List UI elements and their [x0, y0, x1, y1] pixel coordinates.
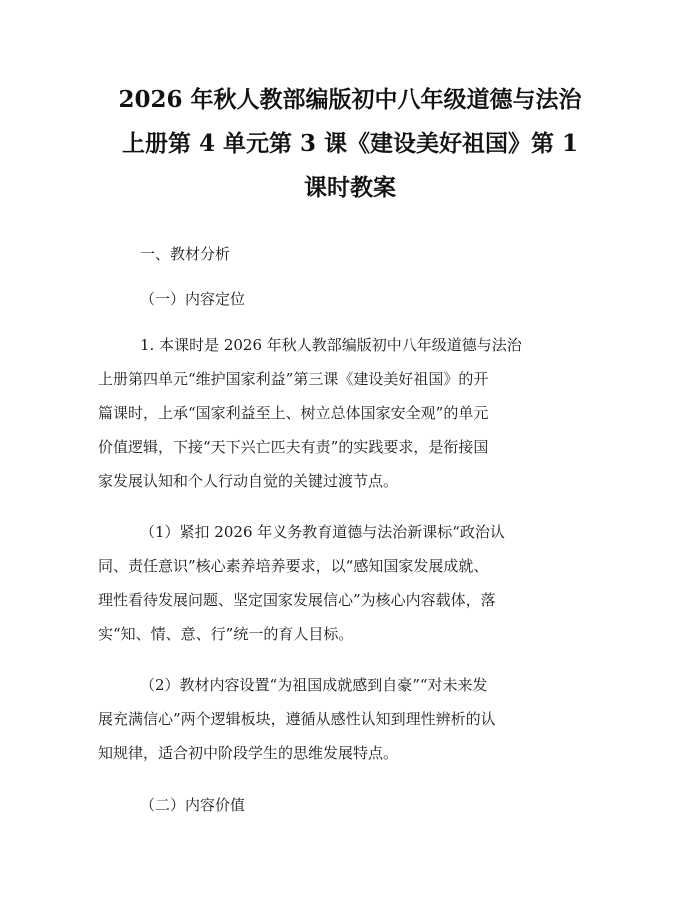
title-line: 上册第 4 单元第 3 课《建设美好祖国》第 1 [121, 130, 579, 157]
paragraph-line: （1）紧扣 2026 年义务教育道德与法治新课标“政治认 [140, 523, 505, 541]
paragraph-line: 上册第四单元“维护国家利益”第三课《建设美好祖国》的开 [98, 370, 489, 388]
subsection-heading-content-value: （二）内容价值 [140, 796, 246, 814]
title-line: 2026 年秋人教部编版初中八年级道德与法治 [118, 86, 582, 113]
paragraph-curriculum-standard [98, 515, 603, 651]
section-heading-textbook-analysis: 一、教材分析 [140, 245, 231, 263]
subsection-heading-content-positioning: （一）内容定位 [140, 290, 246, 308]
paragraph-line: 1. 本课时是 2026 年秋人教部编版初中八年级道德与法治 [140, 336, 522, 354]
paragraph-line: 展充满信心”两个逻辑板块，遵循从感性认知到理性辨析的认 [98, 710, 496, 728]
paragraph-line: 家发展认知和个人行动自觉的关键过渡节点。 [98, 472, 399, 490]
title-line: 课时教案 [304, 174, 396, 201]
paragraph-line: （2）教材内容设置“为祖国成就感到自豪”“对未来发 [140, 676, 488, 694]
paragraph-lesson-position [98, 328, 603, 498]
paragraph-line: 理性看待发展问题、坚定国家发展信心”为核心内容载体，落 [98, 591, 496, 609]
paragraph-line: 价值逻辑，下接“天下兴亡匹夫有责”的实践要求，是衔接国 [98, 438, 489, 456]
paragraph-textbook-structure [98, 668, 603, 770]
paragraph-line: 篇课时，上承“国家利益至上、树立总体国家安全观”的单元 [98, 404, 489, 422]
paragraph-line: 实“知、情、意、行”统一的育人目标。 [98, 625, 354, 643]
paragraph-line: 知规律，适合初中阶段学生的思维发展特点。 [98, 744, 399, 762]
document-title [92, 78, 608, 210]
paragraph-line: 同、责任意识”核心素养培养要求，以“感知国家发展成就、 [98, 557, 489, 575]
